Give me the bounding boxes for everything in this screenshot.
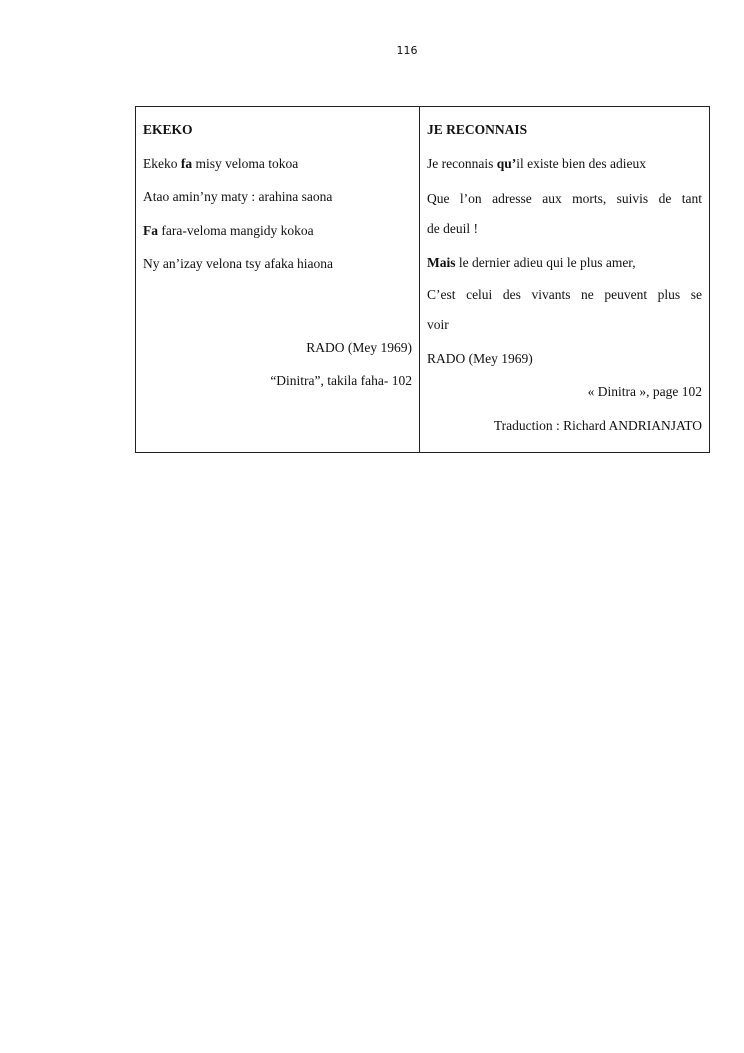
spacer bbox=[143, 281, 412, 317]
text: le dernier adieu qui le plus amer, bbox=[455, 255, 636, 270]
malagasy-column bbox=[136, 107, 420, 453]
french-title: JE RECONNAIS bbox=[427, 122, 528, 137]
text: misy veloma tokoa bbox=[192, 155, 299, 171]
page-number: 116 bbox=[396, 44, 418, 57]
bold-word: qu’ bbox=[496, 155, 517, 171]
text: il existe bien des adieux bbox=[516, 155, 646, 171]
poem-table bbox=[135, 106, 710, 453]
french-line-2a: Que l’on adresse aux morts, suivis de tant bbox=[427, 191, 702, 206]
text: Ekeko bbox=[143, 155, 181, 171]
french-line-4b: voir bbox=[427, 316, 449, 332]
bold-word: fa bbox=[180, 155, 193, 171]
french-line-4a: C’est celui des vivants ne peuvent plus se bbox=[427, 286, 702, 302]
french-author: RADO (Mey 1969) bbox=[427, 350, 533, 366]
french-line-1 bbox=[427, 147, 702, 181]
text: Je reconnais bbox=[427, 155, 497, 171]
malagasy-line-3 bbox=[143, 214, 412, 248]
malagasy-line-1 bbox=[143, 147, 412, 181]
malagasy-line-4: Ny an’izay velona tsy afaka hiaona bbox=[143, 256, 334, 271]
french-line-3 bbox=[427, 246, 702, 280]
malagasy-line-2: Atao amin’ny maty : arahina saona bbox=[143, 189, 333, 204]
bold-word: Mais bbox=[427, 255, 456, 270]
bold-word: Fa bbox=[143, 222, 158, 238]
malagasy-author: RADO (Mey 1969) bbox=[306, 339, 412, 355]
french-line-2b: de deuil ! bbox=[427, 221, 478, 236]
malagasy-source: “Dinitra”, takila faha- 102 bbox=[270, 373, 412, 388]
text: fara-veloma mangidy kokoa bbox=[158, 222, 314, 238]
french-column bbox=[420, 107, 710, 453]
malagasy-title: EKEKO bbox=[143, 122, 193, 137]
french-source: « Dinitra », page 102 bbox=[587, 384, 702, 399]
french-translation: Traduction : Richard ANDRIANJATO bbox=[493, 417, 702, 433]
